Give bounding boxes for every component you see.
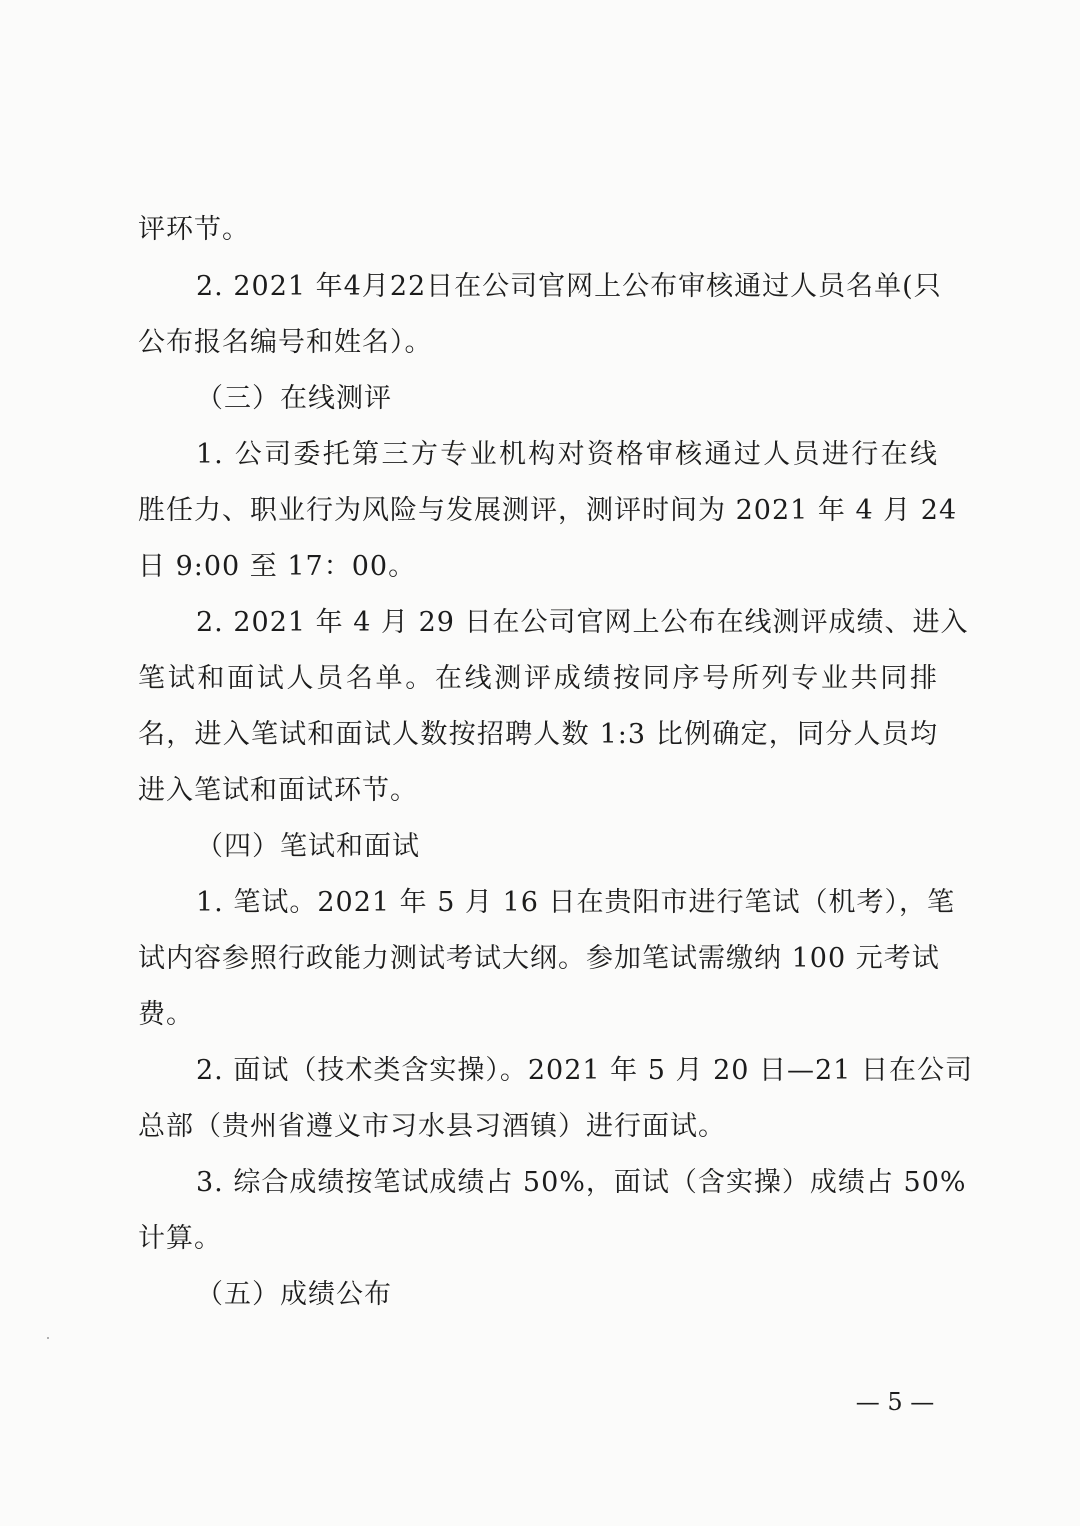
text-line: 笔试和面试人员名单。在线测评成绩按同序号所列专业共同排 [138,663,938,694]
text-line: 计算。 [138,1223,222,1254]
section-heading: （五）成绩公布 [196,1279,392,1310]
section-heading: （四）笔试和面试 [196,831,420,862]
text-line: 名，进入笔试和面试人数按招聘人数 1:3 比例确定，同分人员均 [138,719,938,750]
text-line: 进入笔试和面试环节。 [138,775,418,806]
text-line: 1. 笔试。2021 年 5 月 16 日在贵阳市进行笔试（机考），笔 [196,887,956,918]
page-number: — 5 — [855,1388,935,1416]
text-line: 试内容参照行政能力测试考试大纲。参加笔试需缴纳 100 元考试 [138,943,940,974]
text-line: 胜任力、职业行为风险与发展测评，测评时间为 2021 年 4 月 24 [138,495,958,526]
text-line: 日 9:00 至 17：00。 [138,551,417,582]
text-line: 2. 2021 年 4 月 29 日在公司官网上公布在线测评成绩、进入 [196,607,969,638]
text-line: 1. 公司委托第三方专业机构对资格审核通过人员进行在线 [196,439,938,470]
text-line: 公布报名编号和姓名）。 [138,327,433,358]
text-line: 2. 面试（技术类含实操）。2021 年 5 月 20 日—21 日在公司 [196,1055,973,1086]
text-line: 费。 [138,999,194,1030]
scan-speck [47,1337,49,1339]
text-line: 2. 2021 年4月22日在公司官网上公布审核通过人员名单(只 [196,271,942,302]
text-line: 3. 综合成绩按笔试成绩占 50%，面试（含实操）成绩占 50% [196,1167,967,1198]
section-heading: （三）在线测评 [196,383,392,414]
text-line: 评环节。 [138,214,250,245]
text-line: 总部（贵州省遵义市习水县习酒镇）进行面试。 [138,1111,726,1142]
